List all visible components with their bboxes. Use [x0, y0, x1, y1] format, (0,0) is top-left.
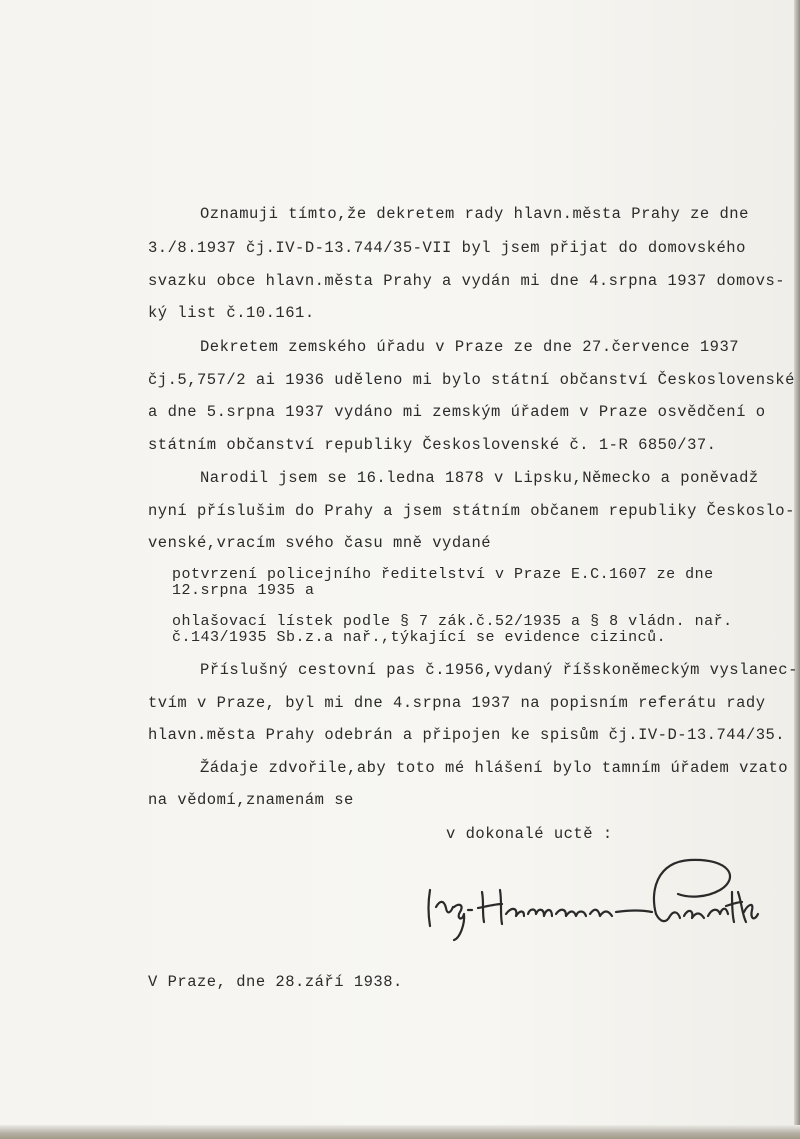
para3-line-2: nyní příslušim do Prahy a jsem státním občanem republiky Českoslo- — [148, 502, 795, 520]
para2-line-3: a dne 5.srpna 1937 vydáno mi zemským úřadem v Praze osvědčení o — [148, 403, 766, 421]
closing-line: v dokonalé uctě : — [446, 825, 613, 843]
item2-line-1: ohlašovací lístek podle § 7 zák.č.52/1935 a § 8 vládn. nař. — [172, 613, 733, 630]
handwritten-signature — [420, 852, 760, 942]
item2-line-2: č.143/1935 Sb.z.a nař.,týkající se evidence cizinců. — [172, 629, 667, 646]
paper-edge-bottom — [0, 1125, 800, 1139]
para2-line-1: Dekretem zemského úřadu v Praze ze dne 27.července 1937 — [200, 338, 740, 356]
para5-line-2: na vědomí,znamenám se — [148, 791, 354, 809]
place-date-line: V Praze, dne 28.září 1938. — [148, 973, 403, 991]
paper-edge-right — [794, 0, 800, 1139]
para4-line-2: tvím v Praze, byl mi dne 4.srpna 1937 na popisním referátu rady — [148, 694, 766, 712]
item1-line-2: 12.srpna 1935 a — [172, 582, 315, 599]
para2-line-4: státním občanství republiky Československé č. 1-R 6850/37. — [148, 436, 717, 454]
para1-line-1: Oznamuji tímto,že dekretem rady hlavn.města Prahy ze dne — [200, 205, 749, 223]
para4-line-3: hlavn.města Prahy odebrán a připojen ke spisům čj.IV-D-13.744/35. — [148, 726, 786, 744]
para1-line-4: ký list č.10.161. — [148, 304, 315, 322]
para3-line-1: Narodil jsem se 16.ledna 1878 v Lipsku,Německo a poněvadž — [200, 469, 759, 487]
item1-line-1: potvrzení policejního ředitelství v Praze E.C.1607 ze dne — [172, 566, 714, 583]
para1-line-3: svazku obce hlavn.města Prahy a vydán mi dne 4.srpna 1937 domovs- — [148, 272, 786, 290]
para4-line-1: Příslušný cestovní pas č.1956,vydaný říšskoněmeckým vyslanec- — [200, 661, 798, 679]
para5-line-1: Žádaje zdvořile,aby toto mé hlášení bylo tamním úřadem vzato — [200, 759, 789, 777]
para3-line-3: venské,vracím svého času mně vydané — [148, 534, 492, 552]
para1-line-2: 3./8.1937 čj.IV-D-13.744/35-VII byl jsem přijat do domovského — [148, 239, 746, 257]
para2-line-2: čj.5,757/2 ai 1936 uděleno mi bylo státní občanství Československé — [148, 371, 795, 389]
